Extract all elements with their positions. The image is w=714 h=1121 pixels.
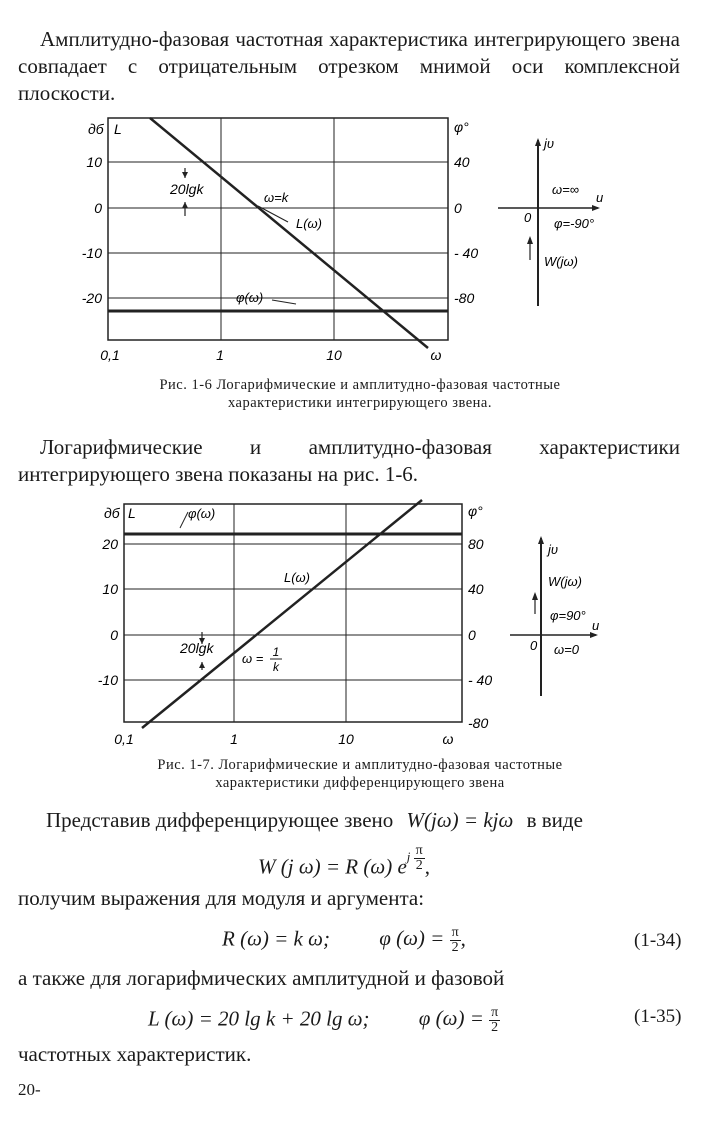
fig2-frac-den: k [273, 660, 279, 674]
fig2-x-tick: 10 [338, 731, 354, 747]
fig2-frac-num: 1 [272, 645, 280, 659]
nyq2-W: W(jω) [548, 574, 582, 589]
paragraph-representation [46, 808, 583, 833]
fig1-right-tick: - 40 [454, 245, 479, 261]
caption-line: Рис. 1-7. Логарифмические и амплитудно-фазовая частотные [157, 757, 563, 773]
eq-exp-num: π [415, 843, 423, 858]
fig1-x-tick: 0,1 [100, 347, 120, 363]
equation-number-1-35: (1-35) [634, 1006, 682, 1027]
eq-main: W (j ω) = R (ω) e [258, 854, 407, 879]
nyq1-u: u [596, 190, 604, 205]
fig1-L-label: L [114, 121, 122, 137]
fig1-x-tick: ω [430, 347, 442, 363]
fig1-x-tick: 10 [326, 347, 342, 363]
equation-1-35 [148, 1006, 500, 1035]
fig1-left-tick: 10 [86, 154, 102, 170]
fig2-right-tick: -80 [468, 715, 489, 731]
fig1-left-tick: -20 [81, 290, 102, 306]
fig2-right-tick: 0 [468, 627, 476, 643]
figure-1-6-log-chart [0, 110, 714, 370]
eq-exp-j: j [406, 849, 411, 865]
caption-line: характеристики дифференцирующего звена [215, 775, 505, 791]
paragraph-module-argument: получим выражения для модуля и аргумента: [18, 886, 425, 910]
fig2-w-label: ω = [242, 651, 264, 666]
eq34-two: 2 [451, 940, 459, 955]
fig1-right-tick: 0 [454, 200, 462, 216]
fig1-right-tick: 40 [454, 154, 470, 170]
fig2-left-unit: дб [104, 505, 120, 521]
figure-1-7-log-chart [0, 498, 714, 758]
fig2-left-tick: 0 [110, 627, 118, 643]
eq35-two: 2 [491, 1020, 499, 1035]
eq35-pi: π [491, 1005, 499, 1020]
fig1-left-tick: -10 [81, 245, 102, 261]
page-number: 20- [18, 1080, 41, 1099]
fig2-Lw-label: L(ω) [284, 570, 311, 585]
fig2-right-tick: 40 [468, 581, 484, 597]
paragraph-intro: Амплитудно-фазовая частотная характеристика интегрирующего звена совпадает с отрицательным отрезком мнимой оси комплексной плоскости. [18, 27, 680, 105]
fig2-x-tick: 0,1 [114, 731, 134, 747]
fig1-left-unit: дб [88, 121, 104, 137]
fig2-x-tick: 1 [230, 731, 238, 747]
nyq2-u: u [592, 618, 600, 633]
fig2-right-tick: 80 [468, 536, 484, 552]
fig2-phiw-label: φ(ω) [188, 506, 216, 521]
nyq2-phi: φ=90° [550, 608, 586, 623]
p3-end: в виде [526, 808, 583, 832]
eq34-right: φ (ω) = [379, 926, 445, 951]
fig1-right-tick: -80 [454, 290, 475, 306]
paragraph-closing: частотных характеристик. [18, 1042, 252, 1066]
nyq1-winf: ω=∞ [552, 182, 579, 197]
eq35-right: φ (ω) = [418, 1006, 484, 1031]
fig2-20lgk-label: 20lgk [180, 640, 214, 656]
fig2-left-tick: 20 [102, 536, 118, 552]
nyq1-zero: 0 [524, 210, 532, 225]
nyq2-zero: 0 [530, 638, 538, 653]
nyq2-w0: ω=0 [554, 642, 579, 657]
fig1-20lgk-label: 20lgk [170, 181, 204, 197]
fig1-x-tick: 1 [216, 347, 224, 363]
nyq1-phi: φ=-90° [554, 216, 595, 231]
fig2-left-tick: 10 [102, 581, 118, 597]
caption-line: характеристики интегрирующего звена. [228, 395, 492, 411]
fig2-x-tick: ω [442, 731, 454, 747]
paragraph-figure-ref: Логарифмические и амплитудно-фазовая характеристики интегрирующего звена показаны на рис. 1-6. [18, 435, 680, 486]
p3-formula: W(jω) = kjω [406, 808, 514, 832]
fig1-left-tick: 0 [94, 200, 102, 216]
eq34-pi: π [451, 925, 459, 940]
eq35-left: L (ω) = 20 lg k + 20 lg ω; [148, 1006, 370, 1031]
nyq2-jv: jυ [548, 542, 559, 557]
fig2-L-label: L [128, 505, 136, 521]
fig1-Lw-label: L(ω) [296, 216, 323, 231]
paragraph-log-phase: а также для логарифмических амплитудной и фазовой [18, 966, 505, 990]
eq34-left: R (ω) = k ω; [222, 926, 330, 951]
equation-number-1-34: (1-34) [634, 930, 682, 951]
fig1-phi-unit: φ° [454, 119, 469, 135]
equation-1-34: R (ω) = k ω; φ (ω) = $\frac{\pi}{2}$ , [222, 925, 466, 955]
nyq1-jv: jυ [544, 136, 555, 151]
fig2-phi-unit: φ° [468, 503, 483, 519]
fig2-left-tick: -10 [97, 672, 118, 688]
figure-1-7-caption [60, 756, 660, 792]
fig2-right-tick: - 40 [468, 672, 493, 688]
p3-start: Представив дифференцирующее звено [46, 808, 394, 832]
equation-exponential: W (j ω) = R (ω) $e^{j \frac{\pi}{2}}$ , [258, 843, 430, 879]
fig1-wk-label: ω=k [264, 190, 289, 205]
eq-exp-den: 2 [415, 858, 423, 873]
nyq1-W: W(jω) [544, 254, 578, 269]
caption-line: Рис. 1-6 Логарифмические и амплитудно-фазовая частотные [159, 377, 561, 393]
figure-1-6-caption [60, 376, 660, 412]
fig1-phiw-label: φ(ω) [236, 290, 264, 305]
